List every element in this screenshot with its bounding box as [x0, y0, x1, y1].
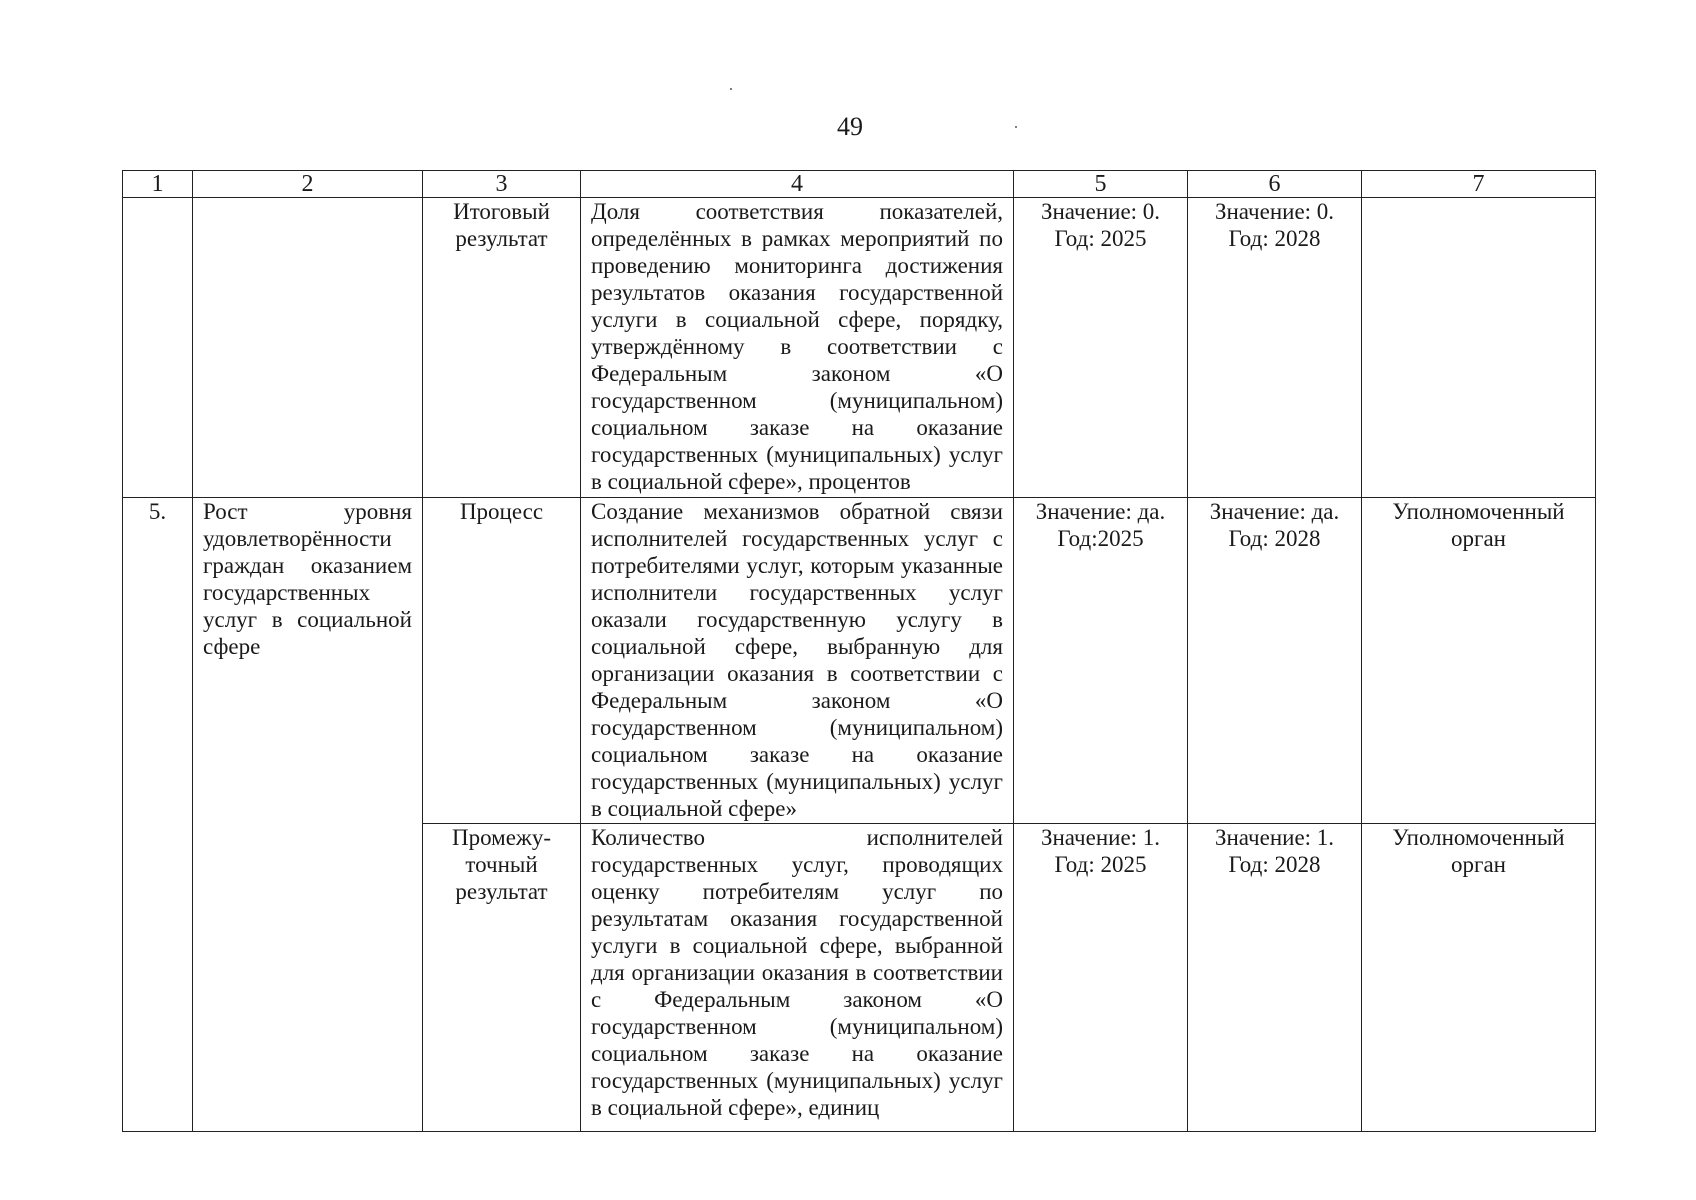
target-year: Год: 2028 [1228, 226, 1321, 251]
table-header-row [123, 171, 1596, 198]
base-value-cell [1014, 198, 1188, 498]
goal-cell [193, 198, 423, 498]
target-year: Год: 2028 [1228, 852, 1321, 877]
result-type-text: Процесс [459, 499, 544, 524]
scan-speck [1015, 126, 1017, 128]
base-value: Значение: 1. [1040, 825, 1161, 850]
header-cell: 2 [193, 171, 423, 198]
responsible-text: Уполномоченный орган [1392, 499, 1565, 551]
responsible-cell [1362, 198, 1596, 498]
header-cell: 6 [1188, 171, 1362, 198]
target-value: Значение: 0. [1214, 199, 1335, 224]
indicator-description-cell: Создание механизмов обратной связи исполнителей государственных услуг с потребителями услуг, которым указанные исполнители государственных услуг оказали государственную услугу в социальной сфере, выбранную для организации оказания в соответствии с Федеральным законом «О государственном (муниципальном) социальном заказе на оказание государственных (муниципальных) услуг в социальной сфере» [581, 498, 1014, 824]
target-year: Год: 2028 [1228, 526, 1321, 551]
result-type-cell [423, 498, 581, 824]
goal-cell: Рост уровня удовлетворённости граждан оказанием государственных услуг в социальной сфере [193, 498, 423, 1132]
row-number-cell [123, 198, 193, 498]
table-row [123, 198, 1596, 498]
target-value: Значение: да. [1209, 499, 1340, 524]
table-row [123, 498, 1596, 824]
header-cell: 7 [1362, 171, 1596, 198]
base-value-cell [1014, 824, 1188, 1132]
scan-speck [730, 88, 732, 90]
base-year: Год: 2025 [1054, 852, 1147, 877]
base-value: Значение: да. [1035, 499, 1166, 524]
responsible-cell [1362, 824, 1596, 1132]
base-value-cell [1014, 498, 1188, 824]
responsible-cell [1362, 498, 1596, 824]
base-year: Год: 2025 [1054, 226, 1147, 251]
header-cell: 3 [423, 171, 581, 198]
header-cell: 4 [581, 171, 1014, 198]
row-number-cell: 5. [123, 498, 193, 1132]
base-value: Значение: 0. [1040, 199, 1161, 224]
result-type-text: Итоговый результат [453, 199, 550, 251]
page-number: 49 [837, 112, 863, 141]
target-value-cell [1188, 198, 1362, 498]
indicator-description-cell: Доля соответствия показателей, определённых в рамках мероприятий по проведению мониторинга достижения результатов оказания государственной услуги в социальной сфере, порядку, утверждённому в соответствии с Федеральным законом «О государственном (муниципальном) социальном заказе на оказание государственных (муниципальных) услуг в социальной сфере», процентов [581, 198, 1014, 498]
result-type-cell [423, 824, 581, 1132]
result-type-cell [423, 198, 581, 498]
header-cell: 1 [123, 171, 193, 198]
result-type-text: Промежу- точный результат [452, 825, 551, 904]
target-value-cell [1188, 824, 1362, 1132]
indicator-description-cell: Количество исполнителей государственных услуг, проводящих оценку потребителям услуг по результатам оказания государственной услуги в социальной сфере, выбранной для организации оказания в соответствии с Федеральным законом «О государственном (муниципальном) социальном заказе на оказание государственных (муниципальных) услуг в социальной сфере», единиц [581, 824, 1014, 1132]
responsible-text: Уполномоченный орган [1392, 825, 1565, 877]
target-value: Значение: 1. [1214, 825, 1335, 850]
indicators-table [122, 170, 1596, 1132]
header-cell: 5 [1014, 171, 1188, 198]
target-value-cell [1188, 498, 1362, 824]
base-year: Год:2025 [1057, 526, 1144, 551]
